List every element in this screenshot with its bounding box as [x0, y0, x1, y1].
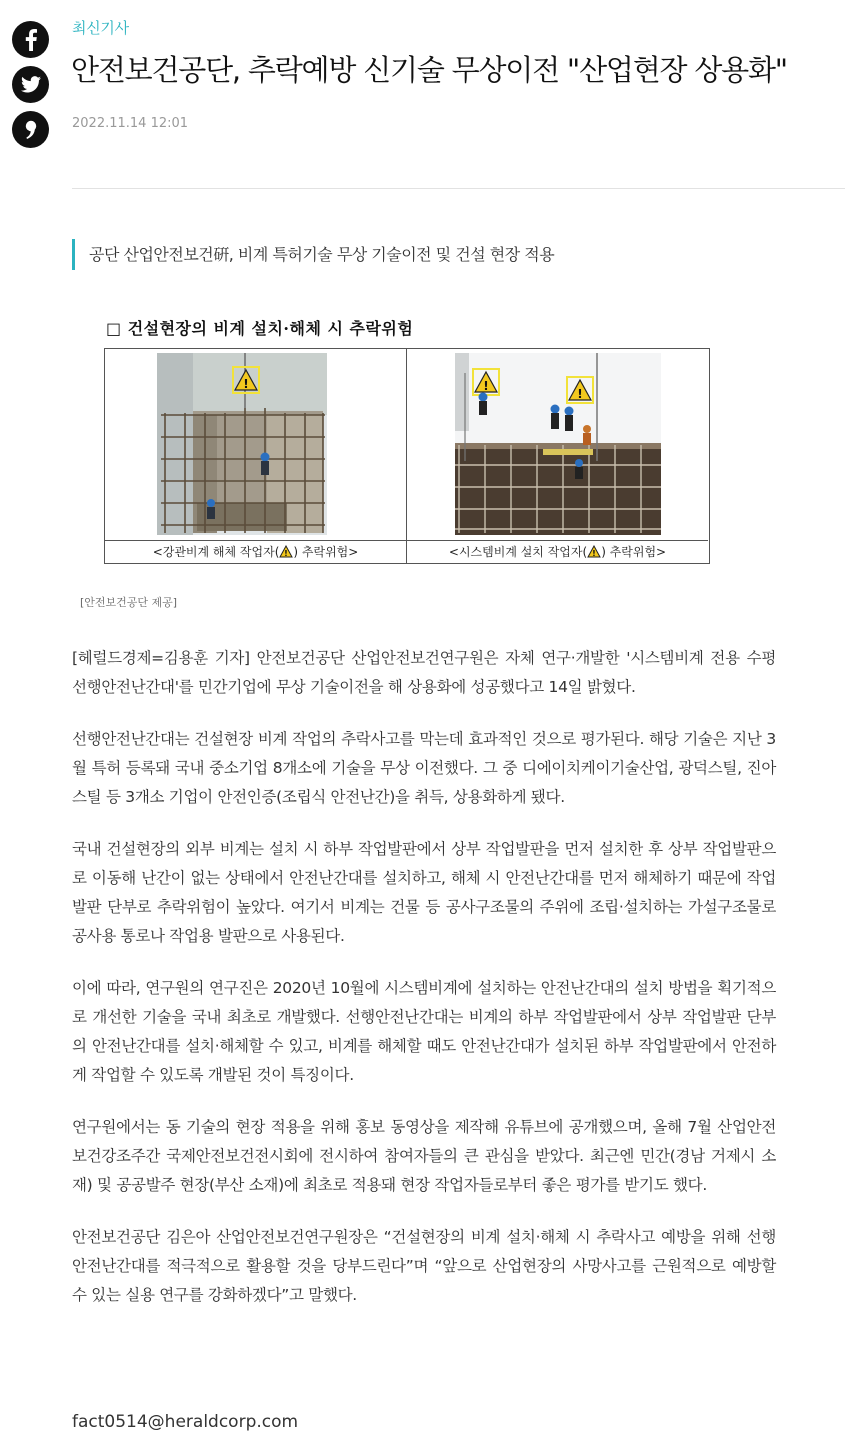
- facebook-icon: [24, 29, 38, 51]
- svg-text:!: !: [592, 549, 597, 558]
- svg-text:!: !: [483, 379, 489, 393]
- article-title: 안전보건공단, 추락예방 신기술 무상이전 "산업현장 상용화": [71, 53, 787, 87]
- figure-caption-left: [105, 540, 406, 563]
- reporter-email[interactable]: fact0514@heraldcorp.com: [72, 1412, 299, 1432]
- section-label[interactable]: 최신기사: [72, 19, 129, 37]
- svg-text:!: !: [284, 549, 289, 558]
- figure-heading: □ 건설현장의 비계 설치·해체 시 추락위험: [106, 319, 414, 338]
- article-paragraph: 선행안전난간대는 건설현장 비계 작업의 추락사고를 막는데 효과적인 것으로 평가된다. 해당 기술은 지난 3월 특허 등록돼 국내 중소기업 8개소에 기술을 무상 이전했다. 그 중 디에이치케이기술산업, 광덕스틸, 진아스틸 등 3개소 기업이 안전인증(조립식 안전난간)을 취득, 상용화하게 됐다.: [72, 730, 776, 806]
- facebook-share-button[interactable]: [12, 21, 49, 58]
- figure-table: [104, 348, 710, 564]
- caption-text-left-start: <강관비계 해체 작업자(: [152, 545, 280, 559]
- figure-caption-right: [407, 540, 708, 563]
- svg-text:!: !: [243, 377, 249, 391]
- warning-icon: [279, 545, 293, 558]
- scaffold-photo-right: [455, 353, 661, 535]
- svg-text:!: !: [577, 387, 583, 401]
- article-paragraph: [헤럴드경제=김용훈 기자] 안전보건공단 산업안전보건연구원은 자체 연구·개발한 '시스템비계 전용 수평 선행안전난간대'를 민간기업에 무상 기술이전을 해 상용화에 성공했다고 14일 밝혔다.: [72, 649, 776, 696]
- warning-icon: [587, 545, 601, 558]
- article-paragraph: 안전보건공단 김은아 산업안전보건연구원장은 “건설현장의 비계 설치·해체 시 추락사고 예방을 위해 선행안전난간대를 적극적으로 활용할 것을 당부드린다”며 “앞으로 산업현장의 사망사고를 근원적으로 예방할 수 있는 실용 연구를 강화하겠다”고 말했다.: [72, 1228, 776, 1304]
- header-divider: [72, 188, 845, 189]
- image-credit: [안전보건공단 제공]: [80, 596, 178, 609]
- article-paragraph: 국내 건설현장의 외부 비계는 설치 시 하부 작업발판에서 상부 작업발판을 먼저 설치한 후 상부 작업발판으로 이동해 난간이 없는 상태에서 안전난간대를 설치하고, 해체 시 안전난간대를 먼저 해체하기 때문에 작업발판 단부로 추락위험이 높았다. 여기서 비계는 건물 등 공사구조물의 주위에 조립·설치하는 가설구조물로 공사용 통로나 작업용 발판으로 사용된다.: [72, 840, 776, 945]
- article-subtitle: 공단 산업안전보건硏, 비계 특허기술 무상 기술이전 및 건설 현장 적용: [72, 239, 554, 270]
- twitter-icon: [21, 76, 41, 93]
- article-figure: [104, 312, 710, 564]
- scaffold-photo-left: [157, 353, 327, 535]
- caption-text-left-end: ) 추락위험>: [293, 545, 359, 559]
- twitter-share-button[interactable]: [12, 66, 49, 103]
- article-paragraph: 연구원에서는 동 기술의 현장 적용을 위해 홍보 동영상을 제작해 유튜브에 공개했으며, 올해 7월 산업안전보건강조주간 국제안전보건전시회에 전시하여 참여자들의 큰 관심을 받았다. 최근엔 민간(경남 거제시 소재) 및 공공발주 현장(부산 소재)에 최초로 적용돼 현장 작업자들로부터 좋은 평가를 받기도 했다.: [72, 1118, 776, 1194]
- comment-share-button[interactable]: [12, 111, 49, 148]
- figure-panel-system-scaffold: [407, 349, 708, 563]
- article-paragraph: 이에 따라, 연구원의 연구진은 2020년 10월에 시스템비계에 설치하는 안전난간대의 설치 방법을 획기적으로 개선한 기술을 국내 최초로 개발했다. 선행안전난간대는 비계의 하부 작업발판에서 상부 작업발판 단부의 안전난간대를 설치·해체할 수 있고, 비계를 해체할 때도 안전난간대가 설치된 하부 작업발판에서 안전하게 작업할 수 있도록 개발된 것이 특징이다.: [72, 979, 776, 1084]
- caption-text-right-start: <시스템비계 설치 작업자(: [448, 545, 588, 559]
- article-date: 2022.11.14 12:01: [72, 116, 189, 131]
- share-bar: [12, 21, 50, 156]
- figure-panel-pipe-scaffold: [105, 349, 407, 563]
- article-body: [72, 644, 776, 1333]
- caption-text-right-end: ) 추락위험>: [601, 545, 667, 559]
- comment-icon: [24, 120, 38, 140]
